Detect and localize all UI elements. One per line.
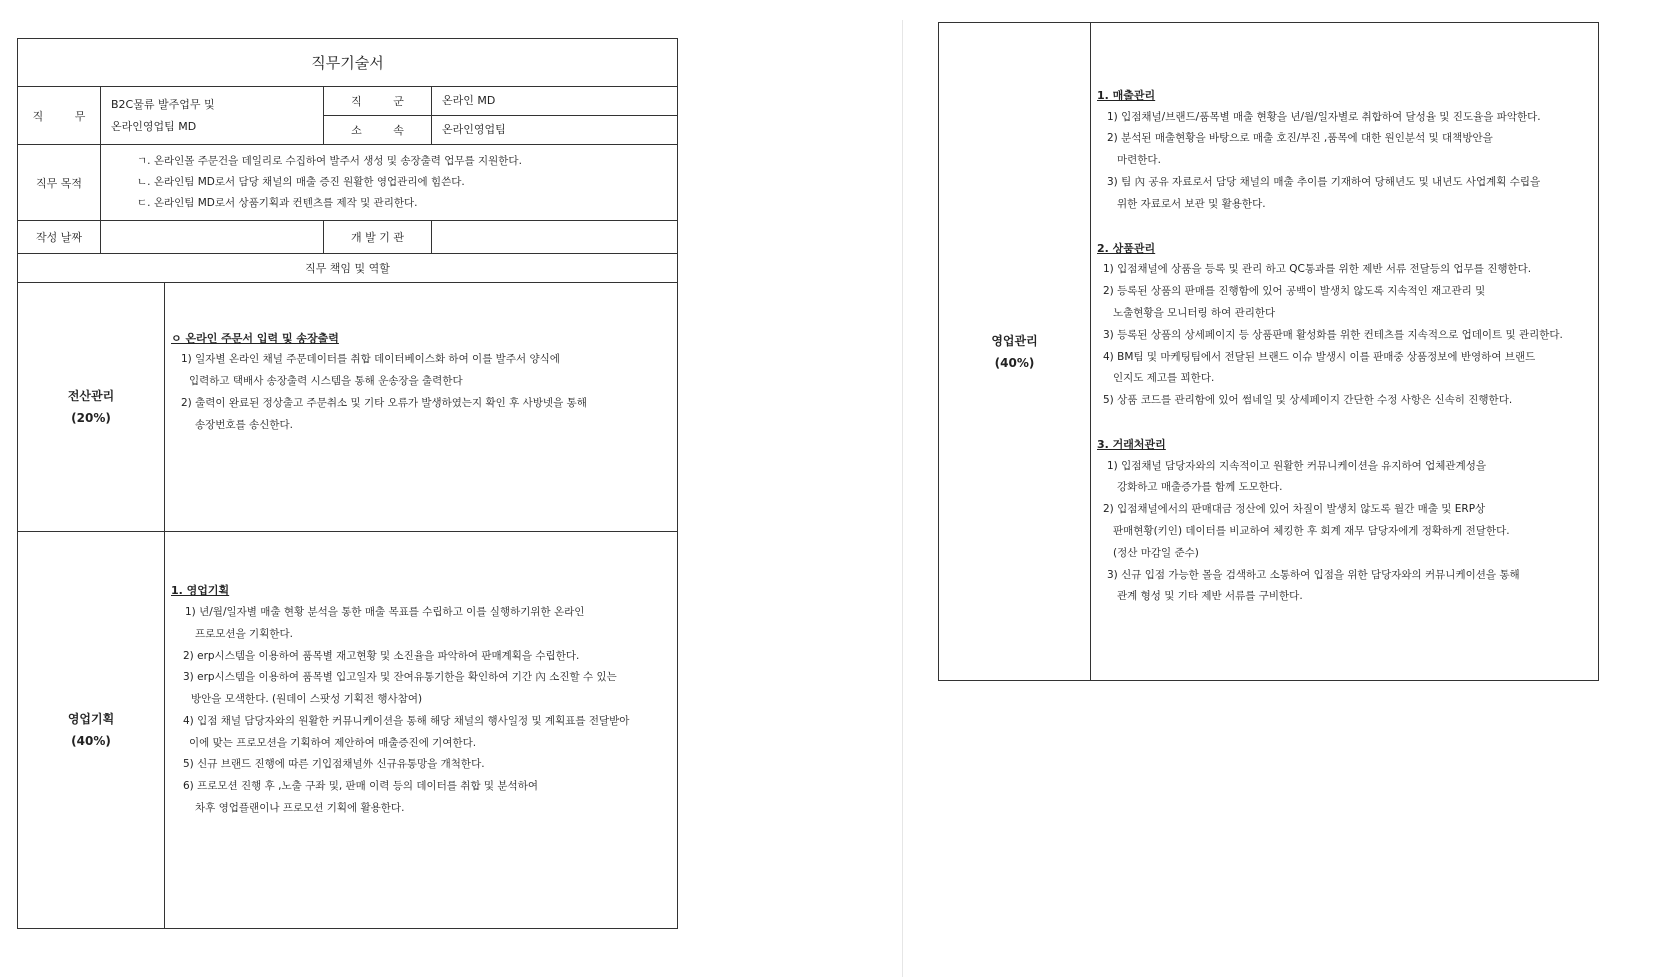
- content-line: 6) 프로모션 진행 후 ,노출 구좌 및, 판매 이력 등의 데이터를 취합 및 분석하여: [183, 780, 538, 793]
- content-line: 방안을 모색한다. (원데이 스팟성 기획전 행사참여): [191, 693, 423, 706]
- content-line: 3) erp시스템을 이용하여 품목별 입고일자 및 잔여유통기한을 확인하여 기간 內 소진할 수 있는: [183, 671, 617, 684]
- date-label: 작성 날짜: [18, 221, 101, 254]
- content-line: 4) BM팀 및 마케팅팀에서 전달된 브랜드 이슈 발생시 이를 판매중 상품정보에 반영하여 브랜드: [1103, 350, 1536, 363]
- agency-label: 개 발 기 관: [324, 221, 432, 254]
- content-line: 강화하고 매출증가를 함께 도모한다.: [1117, 481, 1283, 494]
- content-line: 3) 팀 內 공유 자료로서 담당 채널의 매출 추이를 기재하여 당해년도 및 내년도 사업계획 수립을: [1107, 175, 1541, 188]
- section-name: 영업관리: [991, 333, 1038, 348]
- section-name: 전산관리: [67, 389, 115, 403]
- purpose-item: ㄷ. 온라인팀 MD로서 상품기획과 컨텐츠를 제작 및 관리한다.: [137, 197, 418, 209]
- content-line: 1) 입점채널에 상품을 등록 및 관리 하고 QC통과를 위한 제반 서류 전달등의 업무를 진행한다.: [1103, 263, 1532, 276]
- section-heading: 3. 거래처관리: [1097, 437, 1166, 451]
- content-line: 2) 분석된 매출현황을 바탕으로 매출 호진/부진 ,품목에 대한 원인분석 및 대책방안을: [1107, 132, 1493, 145]
- content-line: 관계 형성 및 기타 제반 서류를 구비한다.: [1117, 590, 1303, 603]
- content-line: 송장번호를 송신한다.: [195, 418, 293, 431]
- section-name: 영업기획: [67, 712, 115, 726]
- content-line: 인지도 제고를 꾀한다.: [1113, 372, 1215, 385]
- dept-value: 온라인영업팀: [432, 116, 678, 145]
- content-line: 입력하고 택배사 송장출력 시스템을 통해 운송장을 출력한다: [189, 375, 463, 388]
- responsibilities-title: 직무 책임 및 역할: [18, 254, 678, 283]
- section-heading: 1. 영업기획: [171, 584, 230, 598]
- group-value: 온라인 MD: [432, 87, 678, 116]
- content-line: 5) 신규 브랜드 진행에 따른 기입점채널外 신규유통망을 개척한다.: [183, 758, 485, 771]
- document-title: 직무기술서: [18, 39, 678, 87]
- section-weight: (40%): [71, 734, 111, 748]
- content-line: 프로모션을 기획한다.: [195, 627, 293, 640]
- section-heading: 2. 상품관리: [1097, 241, 1156, 255]
- section-heading: ㅇ 온라인 주문서 입력 및 송장출력: [171, 331, 339, 345]
- content-line: 위한 자료로서 보관 및 활용한다.: [1117, 197, 1266, 210]
- content-line: 1) 입점채널/브랜드/품목별 매출 현황을 년/월/일자별로 취합하여 달성율 및 진도율을 파악한다.: [1107, 110, 1541, 123]
- section-it-content: [165, 283, 678, 532]
- job-label: 직 무: [18, 87, 101, 145]
- section-heading: 1. 매출관리: [1097, 88, 1156, 102]
- content-line: 2) 등록된 상품의 판매를 진행함에 있어 공백이 발생치 않도록 지속적인 재고관리 및: [1103, 285, 1486, 298]
- job-description-page-2: [938, 22, 1599, 681]
- job-description-page-1: [17, 38, 678, 929]
- section-weight: (20%): [71, 411, 111, 425]
- section-it-label: [18, 283, 165, 532]
- group-label: 직 군: [324, 87, 432, 116]
- purpose-item: ㄴ. 온라인팀 MD로서 담당 채널의 매출 증진 원활한 영업관리에 힘쓴다.: [137, 176, 465, 188]
- dept-label: 소 속: [324, 116, 432, 145]
- content-line: 1) 년/월/일자별 매출 현황 분석을 통한 매출 목표를 수립하고 이를 실행하기위한 온라인: [185, 605, 585, 618]
- content-line: 노출현황을 모니터링 하여 관리한다: [1113, 306, 1276, 319]
- content-line: 4) 입점 채널 담당자와의 원활한 커뮤니케이션을 통해 해당 채널의 행사일정 및 계획표를 전달받아: [183, 714, 630, 727]
- content-line: 2) 출력이 완료된 정상출고 주문취소 및 기타 오류가 발생하였는지 확인 후 사방넷을 통해: [181, 396, 587, 409]
- job-value-line-1: B2C물류 발주업무 및: [111, 97, 215, 111]
- section-sales-content: [1091, 23, 1599, 681]
- agency-value: [432, 221, 678, 254]
- content-line: 3) 등록된 상품의 상세페이지 등 상품판매 활성화를 위한 컨테츠를 지속적으로 업데이트 및 관리한다.: [1103, 328, 1563, 341]
- purpose-label: 직무 목적: [18, 145, 101, 221]
- content-line: 1) 입점채널 담당자와의 지속적이고 원활한 커뮤니케이션을 유지하여 업체관계성을: [1107, 459, 1487, 472]
- section-weight: (40%): [994, 355, 1035, 370]
- content-line: 차후 영업플랜이나 프로모션 기획에 활용한다.: [195, 802, 405, 815]
- section-planning-content: [165, 532, 678, 929]
- page-divider: [902, 20, 903, 977]
- content-line: 1) 일자별 온라인 채널 주문데이터를 취합 데이터베이스화 하여 이를 발주서 양식에: [181, 353, 560, 366]
- job-value-line-2: 온라인영업팀 MD: [111, 119, 197, 133]
- date-value: [101, 221, 324, 254]
- content-line: 마련한다.: [1117, 154, 1161, 167]
- content-line: 판매현황(키인) 데이터를 비교하여 체킹한 후 회계 재무 담당자에게 정확하게 전달한다.: [1113, 525, 1510, 538]
- content-line: 2) 입점채널에서의 판매대금 정산에 있어 차질이 발생치 않도록 월간 매출 및 ERP상: [1103, 503, 1486, 516]
- content-line: 2) erp시스템을 이용하여 품목별 재고현황 및 소진율을 파악하여 판매계획을 수립한다.: [183, 649, 580, 662]
- content-line: 5) 상품 코드를 관리함에 있어 썸네일 및 상세페이지 간단한 수정 사항은 신속히 진행한다.: [1103, 394, 1513, 407]
- purpose-item: ㄱ. 온라인몰 주문건을 데일리로 수집하여 발주서 생성 및 송장출력 업무를 지원한다.: [137, 155, 522, 167]
- job-value: [101, 87, 324, 145]
- content-line: 3) 신규 입점 가능한 몰을 검색하고 소통하여 입점을 위한 담당자와의 커뮤니케이션을 통해: [1107, 568, 1520, 581]
- purpose-list: [101, 145, 678, 221]
- section-sales-label: [939, 23, 1091, 681]
- content-line: 이에 맞는 프로모션을 기획하여 제안하여 매출증진에 기여한다.: [189, 736, 477, 749]
- section-planning-label: [18, 532, 165, 929]
- content-line: (정산 마감일 준수): [1113, 546, 1199, 559]
